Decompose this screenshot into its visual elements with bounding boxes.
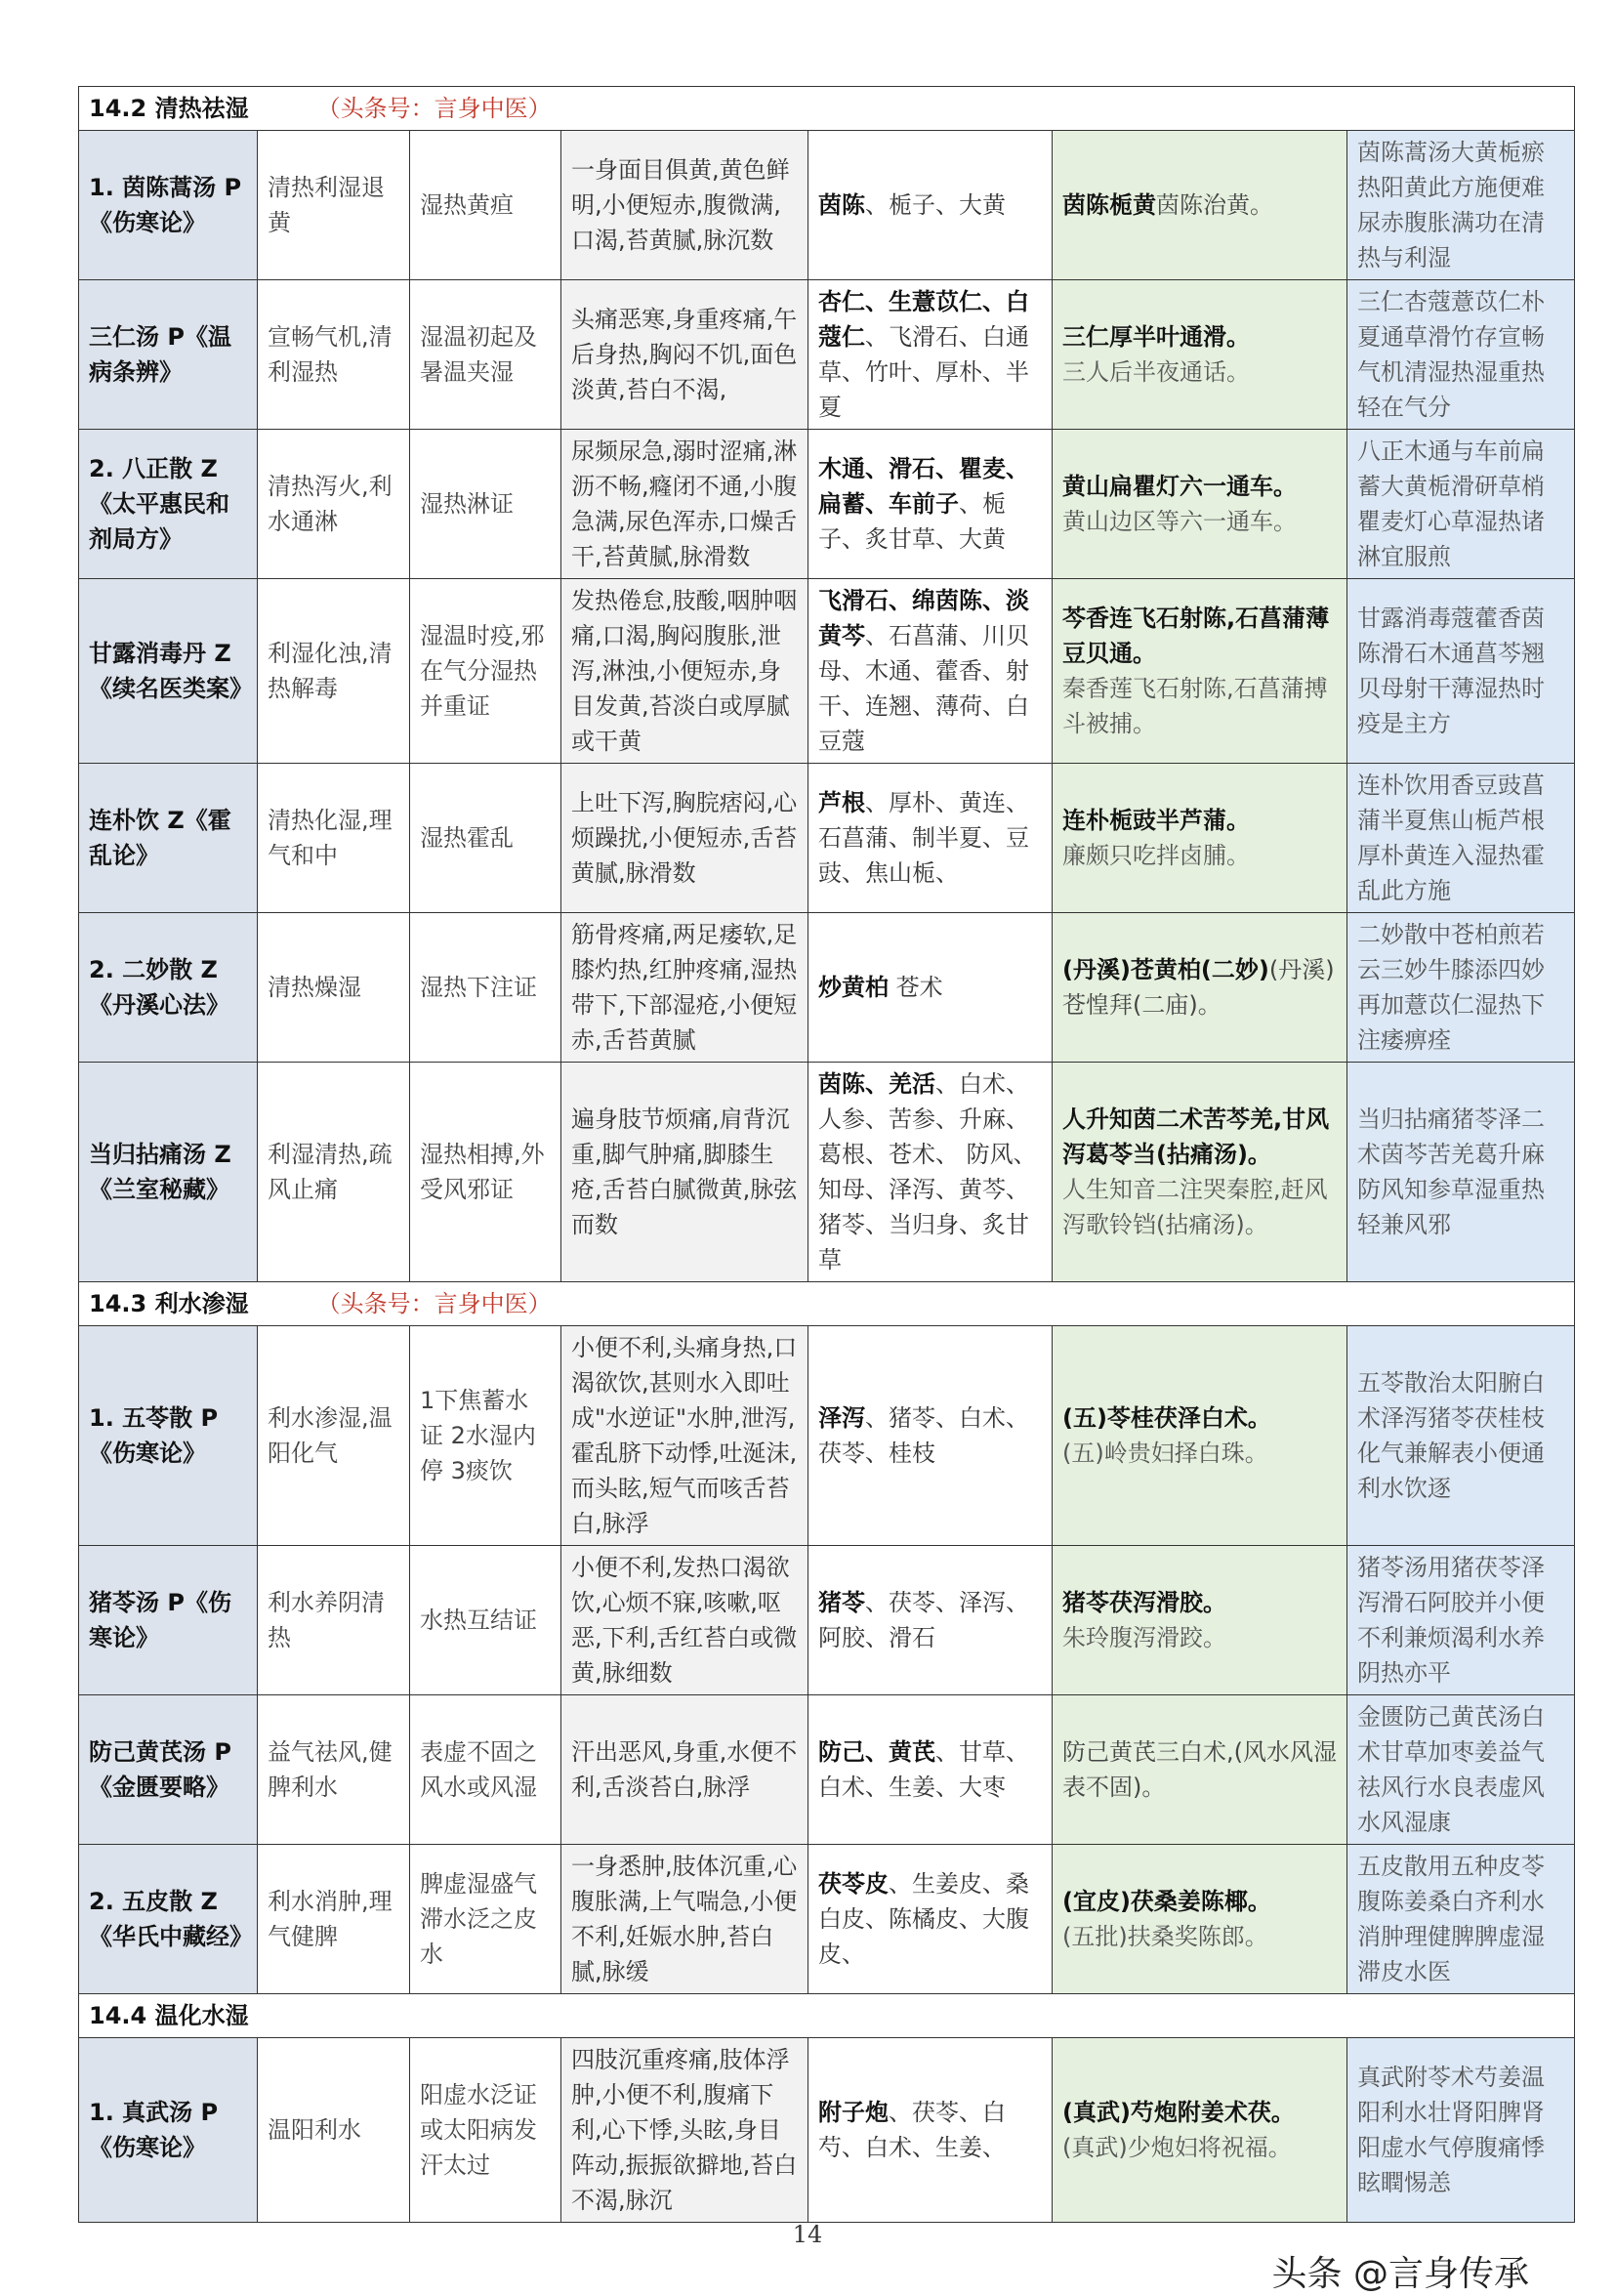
formula-name: 甘露消毒丹 Z《续名医类案》: [79, 579, 258, 764]
formula-indication: 表虚不固之风水或风湿: [410, 1695, 561, 1845]
formula-indication: 湿热相搏,外受风邪证: [410, 1063, 561, 1282]
formula-herbs: [808, 1326, 1053, 1546]
formula-row: [79, 430, 1575, 579]
section-note: （头条号：言身中医）: [316, 1290, 552, 1317]
herbs-primary: 飞滑石、绵茵陈、淡黄芩: [818, 587, 1029, 649]
formula-row: [79, 1326, 1575, 1546]
formula-symptoms: 汗出恶风,身重,水便不利,舌淡苔白,脉浮: [561, 1695, 808, 1845]
mnemonic-sub: (五批)扶桑奖陈郎。: [1062, 1923, 1268, 1950]
formula-verse: 二妙散中苍柏煎若云三妙牛膝添四妙再加薏苡仁湿热下注痿痹痊: [1347, 913, 1575, 1063]
formula-verse: 五苓散治太阳腑白术泽泻猪苓茯桂枝化气兼解表小便通利水饮逐: [1347, 1326, 1575, 1546]
formula-mnemonic: [1053, 1695, 1347, 1845]
formula-symptoms: 上吐下泻,胸脘痞闷,心烦躁扰,小便短赤,舌苔黄腻,脉滑数: [561, 764, 808, 913]
herbs-secondary: 、栀子、炙甘草、大黄: [818, 490, 1006, 553]
formula-row: [79, 579, 1575, 764]
formula-indication: 湿温初起及暑温夹湿: [410, 280, 561, 430]
formula-symptoms: 一身面目俱黄,黄色鲜明,小便短赤,腹微满,口渴,苔黄腻,脉沉数: [561, 131, 808, 280]
herbs-primary: 附子炮: [818, 2099, 889, 2126]
herbs-primary: 防己、黄芪: [818, 1738, 935, 1766]
section-note: （头条号：言身中医）: [316, 95, 552, 122]
mnemonic-sub: 三人后半夜通话。: [1062, 358, 1250, 386]
mnemonic-sub: 人生知音二注哭秦腔,赶风泻歌铃铛(拈痛汤)。: [1062, 1176, 1328, 1238]
formula-name: 2. 八正散 Z《太平惠民和剂局方》: [79, 430, 258, 579]
herbs-primary: 木通、滑石、瞿麦、扁蓄、车前子: [818, 455, 1029, 518]
mnemonic-sub: 黄山边区等六一通车。: [1062, 508, 1297, 535]
formula-symptoms: 一身悉肿,肢体沉重,心腹胀满,上气喘急,小便不利,妊娠水肿,苔白腻,脉缓: [561, 1845, 808, 1994]
formula-effect: 利水养阴清热: [258, 1546, 410, 1695]
section-header: [79, 87, 1575, 131]
formula-verse: 三仁杏蔻薏苡仁朴夏通草滑竹存宣畅气机清湿热湿重热轻在气分: [1347, 280, 1575, 430]
formula-verse: 八正木通与车前扁蓄大黄栀滑研草梢瞿麦灯心草湿热诸淋宜服煎: [1347, 430, 1575, 579]
formula-row: [79, 764, 1575, 913]
formula-indication: 湿温时疫,邪在气分湿热并重证: [410, 579, 561, 764]
formula-mnemonic: [1053, 280, 1347, 430]
herbs-primary: 茵陈、羌活: [818, 1070, 935, 1098]
formula-effect: 利湿清热,疏风止痛: [258, 1063, 410, 1282]
mnemonic-rest: 茵陈治黄。: [1156, 191, 1273, 219]
herbs-secondary: 、茯苓、泽泻、阿胶、滑石: [818, 1589, 1029, 1651]
mnemonic-line: [1062, 469, 1337, 504]
formula-verse: 猪苓汤用猪茯苓泽泻滑石阿胶并小便不利兼烦渴利水养阴热亦平: [1347, 1546, 1575, 1695]
formula-indication: 湿热霍乱: [410, 764, 561, 913]
mnemonic-line: [1062, 803, 1337, 838]
formula-row: [79, 1546, 1575, 1695]
formula-symptoms: 发热倦怠,肢酸,咽肿咽痛,口渴,胸闷腹胀,泄泻,淋浊,小便短赤,身目发黄,苔淡白或厚腻或干黄: [561, 579, 808, 764]
formula-indication: 阳虚水泛证或太阳病发汗太过: [410, 2038, 561, 2223]
formula-effect: 清热泻火,利水通淋: [258, 430, 410, 579]
herbs-secondary: 、甘草、白术、生姜、大枣: [818, 1738, 1029, 1801]
herbs-primary: 茵陈: [818, 191, 865, 219]
formula-herbs: [808, 1845, 1053, 1994]
mnemonic-line: [1062, 1585, 1337, 1620]
formula-table: [78, 86, 1575, 2223]
herbs-secondary: 、厚朴、黄连、石菖蒲、制半夏、豆豉、焦山栀、: [818, 789, 1029, 887]
herbs-primary: 猪苓: [818, 1589, 865, 1616]
formula-name: 猪苓汤 P《伤寒论》: [79, 1546, 258, 1695]
formula-effect: 利湿化浊,清热解毒: [258, 579, 410, 764]
mnemonic-main: 猪苓茯泻滑胶。: [1062, 1589, 1226, 1616]
mnemonic-line: [1062, 601, 1337, 671]
mnemonic-main: 芩香连飞石射陈,石菖蒲薄豆贝通。: [1062, 605, 1330, 667]
formula-verse: 五皮散用五种皮苓腹陈姜桑白齐利水消肿理健脾脾虚湿滞皮水医: [1347, 1845, 1575, 1994]
formula-herbs: [808, 2038, 1053, 2223]
formula-name: 2. 二妙散 Z《丹溪心法》: [79, 913, 258, 1063]
formula-indication: 湿热黄疸: [410, 131, 561, 280]
formula-indication: 湿热下注证: [410, 913, 561, 1063]
formula-verse: 真武附苓术芍姜温阳利水壮肾阳脾肾阳虚水气停腹痛悸眩瞤惕恙: [1347, 2038, 1575, 2223]
formula-effect: 宣畅气机,清利湿热: [258, 280, 410, 430]
formula-row: [79, 913, 1575, 1063]
formula-row: [79, 131, 1575, 280]
formula-indication: 湿热淋证: [410, 430, 561, 579]
formula-effect: 清热利湿退黄: [258, 131, 410, 280]
section-note: [249, 2002, 317, 2029]
formula-name: 防己黄芪汤 P《金匮要略》: [79, 1695, 258, 1845]
formula-name: 当归拈痛汤 Z《兰室秘藏》: [79, 1063, 258, 1282]
mnemonic-main: 茵陈栀黄: [1062, 191, 1156, 219]
mnemonic-line: [1062, 1400, 1337, 1436]
formula-herbs: [808, 430, 1053, 579]
formula-mnemonic: [1053, 1326, 1347, 1546]
mnemonic-line: [1062, 1734, 1337, 1805]
section-header: [79, 1994, 1575, 2038]
formula-effect: 温阳利水: [258, 2038, 410, 2223]
section-header-cell: [79, 87, 1575, 131]
section-header-cell: [79, 1994, 1575, 2038]
section-header-cell: [79, 1282, 1575, 1326]
formula-mnemonic: [1053, 2038, 1347, 2223]
formula-verse: 金匮防己黄芪汤白术甘草加枣姜益气祛风行水良表虚风水风湿康: [1347, 1695, 1575, 1845]
formula-indication: 1下焦蓄水证 2水湿内停 3痰饮: [410, 1326, 561, 1546]
formula-row: [79, 2038, 1575, 2223]
mnemonic-main: (真武)芍炮附姜术茯。: [1062, 2099, 1295, 2126]
formula-effect: 清热燥湿: [258, 913, 410, 1063]
mnemonic-main: (丹溪)苍黄柏(二妙): [1062, 956, 1269, 983]
mnemonic-main: (宜皮)茯桑姜陈椰。: [1062, 1888, 1271, 1915]
formula-verse: 当归拈痛猪苓泽二术茵芩苦羌葛升麻防风知参草湿重热轻兼风邪: [1347, 1063, 1575, 1282]
formula-name: 1. 茵陈蒿汤 P《伤寒论》: [79, 131, 258, 280]
mnemonic-main: 人升知茵二术苦芩羌,甘风泻葛苓当(拈痛汤)。: [1062, 1106, 1330, 1168]
mnemonic-sub: 朱玲腹泻滑跤。: [1062, 1624, 1226, 1651]
page-number: 14: [792, 2221, 823, 2248]
formula-effect: 清热化湿,理气和中: [258, 764, 410, 913]
formula-herbs: [808, 1546, 1053, 1695]
herbs-secondary: 、飞滑石、白通草、竹叶、厚朴、半夏: [818, 323, 1029, 421]
herbs-primary: 炒黄柏: [818, 974, 889, 1001]
formula-row: [79, 1063, 1575, 1282]
herbs-primary: 芦根: [818, 789, 865, 816]
herbs-secondary: 、茯苓、白芍、白术、生姜、: [818, 2099, 1006, 2161]
herbs-secondary: 、生姜皮、桑白皮、陈橘皮、大腹皮、: [818, 1870, 1029, 1968]
formula-name: 1. 真武汤 P《伤寒论》: [79, 2038, 258, 2223]
formula-indication: 脾虚湿盛气滞水泛之皮水: [410, 1845, 561, 1994]
mnemonic-rest: 防己黄芪三白术,(风水风湿表不固)。: [1062, 1738, 1337, 1801]
formula-row: [79, 1845, 1575, 1994]
formula-effect: 益气祛风,健脾利水: [258, 1695, 410, 1845]
mnemonic-main: (五)苓桂茯泽白术。: [1062, 1404, 1271, 1432]
formula-symptoms: 头痛恶寒,身重疼痛,午后身热,胸闷不饥,面色淡黄,苔白不渴,: [561, 280, 808, 430]
mnemonic-main: 连朴栀豉半芦蒲。: [1062, 807, 1250, 834]
formula-mnemonic: [1053, 1546, 1347, 1695]
formula-verse: 茵陈蒿汤大黄栀瘀热阳黄此方施便难尿赤腹胀满功在清热与利湿: [1347, 131, 1575, 280]
mnemonic-sub: (五)岭贵妇择白珠。: [1062, 1440, 1268, 1467]
formula-herbs: [808, 1063, 1053, 1282]
mnemonic-line: [1062, 319, 1337, 355]
formula-mnemonic: [1053, 1063, 1347, 1282]
section-title: 14.4 温化水湿: [89, 2002, 249, 2029]
formula-indication: 水热互结证: [410, 1546, 561, 1695]
herbs-primary: 茯苓皮: [818, 1870, 889, 1898]
mnemonic-rest: (丹溪)苍惶拜(二庙)。: [1062, 956, 1335, 1019]
formula-effect: 利水渗湿,温阳化气: [258, 1326, 410, 1546]
formula-herbs: [808, 913, 1053, 1063]
formula-herbs: [808, 1695, 1053, 1845]
herbs-secondary: 、栀子、大黄: [865, 191, 1006, 219]
formula-herbs: [808, 280, 1053, 430]
formula-name: 连朴饮 Z《霍乱论》: [79, 764, 258, 913]
mnemonic-main: 黄山扁瞿灯六一通车。: [1062, 473, 1297, 500]
formula-mnemonic: [1053, 764, 1347, 913]
formula-herbs: [808, 131, 1053, 280]
herbs-secondary: 、白术、人参、苦参、升麻、葛根、苍术、 防风、知母、泽泻、黄芩、猪苓、当归身、炙甘草: [818, 1070, 1037, 1273]
herbs-primary: 杏仁、生薏苡仁、白蔻仁: [818, 288, 1029, 351]
mnemonic-sub: 廉颇只吃拌卤脯。: [1062, 842, 1250, 869]
formula-verse: 甘露消毒蔻藿香茵陈滑石木通菖芩翘贝母射干薄湿热时疫是主方: [1347, 579, 1575, 764]
formula-mnemonic: [1053, 1845, 1347, 1994]
watermark: 头条 @言身传承: [1271, 2254, 1529, 2294]
formula-name: 1. 五苓散 P《伤寒论》: [79, 1326, 258, 1546]
formula-symptoms: 四肢沉重疼痛,肢体浮肿,小便不利,腹痛下利,心下悸,头眩,身目阵动,振振欲擗地,苔白不渴,脉沉: [561, 2038, 808, 2223]
formula-effect: 利水消肿,理气健脾: [258, 1845, 410, 1994]
formula-symptoms: 小便不利,头痛身热,口渴欲饮,甚则水入即吐成"水逆证"水肿,泄泻,霍乱脐下动悸,吐涎沫,而头眩,短气而咳舌苔白,脉浮: [561, 1326, 808, 1546]
section-title: 14.3 利水渗湿: [89, 1290, 249, 1317]
formula-symptoms: 小便不利,发热口渴欲饮,心烦不寐,咳嗽,呕恶,下利,舌红苔白或微黄,脉细数: [561, 1546, 808, 1695]
section-header: [79, 1282, 1575, 1326]
formula-mnemonic: [1053, 913, 1347, 1063]
mnemonic-main: 三仁厚半叶通滑。: [1062, 323, 1250, 351]
mnemonic-line: [1062, 952, 1337, 1023]
formula-herbs: [808, 579, 1053, 764]
formula-symptoms: 尿频尿急,溺时涩痛,淋沥不畅,癃闭不通,小腹急满,尿色浑赤,口燥舌干,苔黄腻,脉滑数: [561, 430, 808, 579]
formula-verse: 连朴饮用香豆豉菖蒲半夏焦山栀芦根厚朴黄连入湿热霍乱此方施: [1347, 764, 1575, 913]
formula-mnemonic: [1053, 131, 1347, 280]
formula-row: [79, 280, 1575, 430]
section-title: 14.2 清热祛湿: [89, 95, 249, 122]
mnemonic-line: [1062, 188, 1337, 223]
formula-herbs: [808, 764, 1053, 913]
herbs-secondary: 苍术: [889, 974, 943, 1001]
herbs-secondary: 、猪苓、白术、茯苓、桂枝: [818, 1404, 1029, 1467]
herbs-primary: 泽泻: [818, 1404, 865, 1432]
formula-symptoms: 筋骨疼痛,两足痿软,足膝灼热,红肿疼痛,湿热带下,下部湿疮,小便短赤,舌苔黄腻: [561, 913, 808, 1063]
formula-mnemonic: [1053, 430, 1347, 579]
formula-name: 2. 五皮散 Z《华氏中藏经》: [79, 1845, 258, 1994]
formula-mnemonic: [1053, 579, 1347, 764]
mnemonic-line: [1062, 1102, 1337, 1172]
formula-row: [79, 1695, 1575, 1845]
mnemonic-line: [1062, 2095, 1337, 2130]
mnemonic-sub: (真武)少炮妇将祝福。: [1062, 2134, 1292, 2161]
herbs-secondary: 、石菖蒲、川贝母、木通、藿香、射干、连翘、薄荷、白豆蔻: [818, 622, 1029, 755]
formula-name: 三仁汤 P《温病条辨》: [79, 280, 258, 430]
mnemonic-sub: 秦香莲飞石射陈,石菖蒲搏斗被捕。: [1062, 675, 1328, 737]
mnemonic-line: [1062, 1884, 1337, 1919]
formula-symptoms: 遍身肢节烦痛,肩背沉重,脚气肿痛,脚膝生疮,舌苔白腻微黄,脉弦而数: [561, 1063, 808, 1282]
